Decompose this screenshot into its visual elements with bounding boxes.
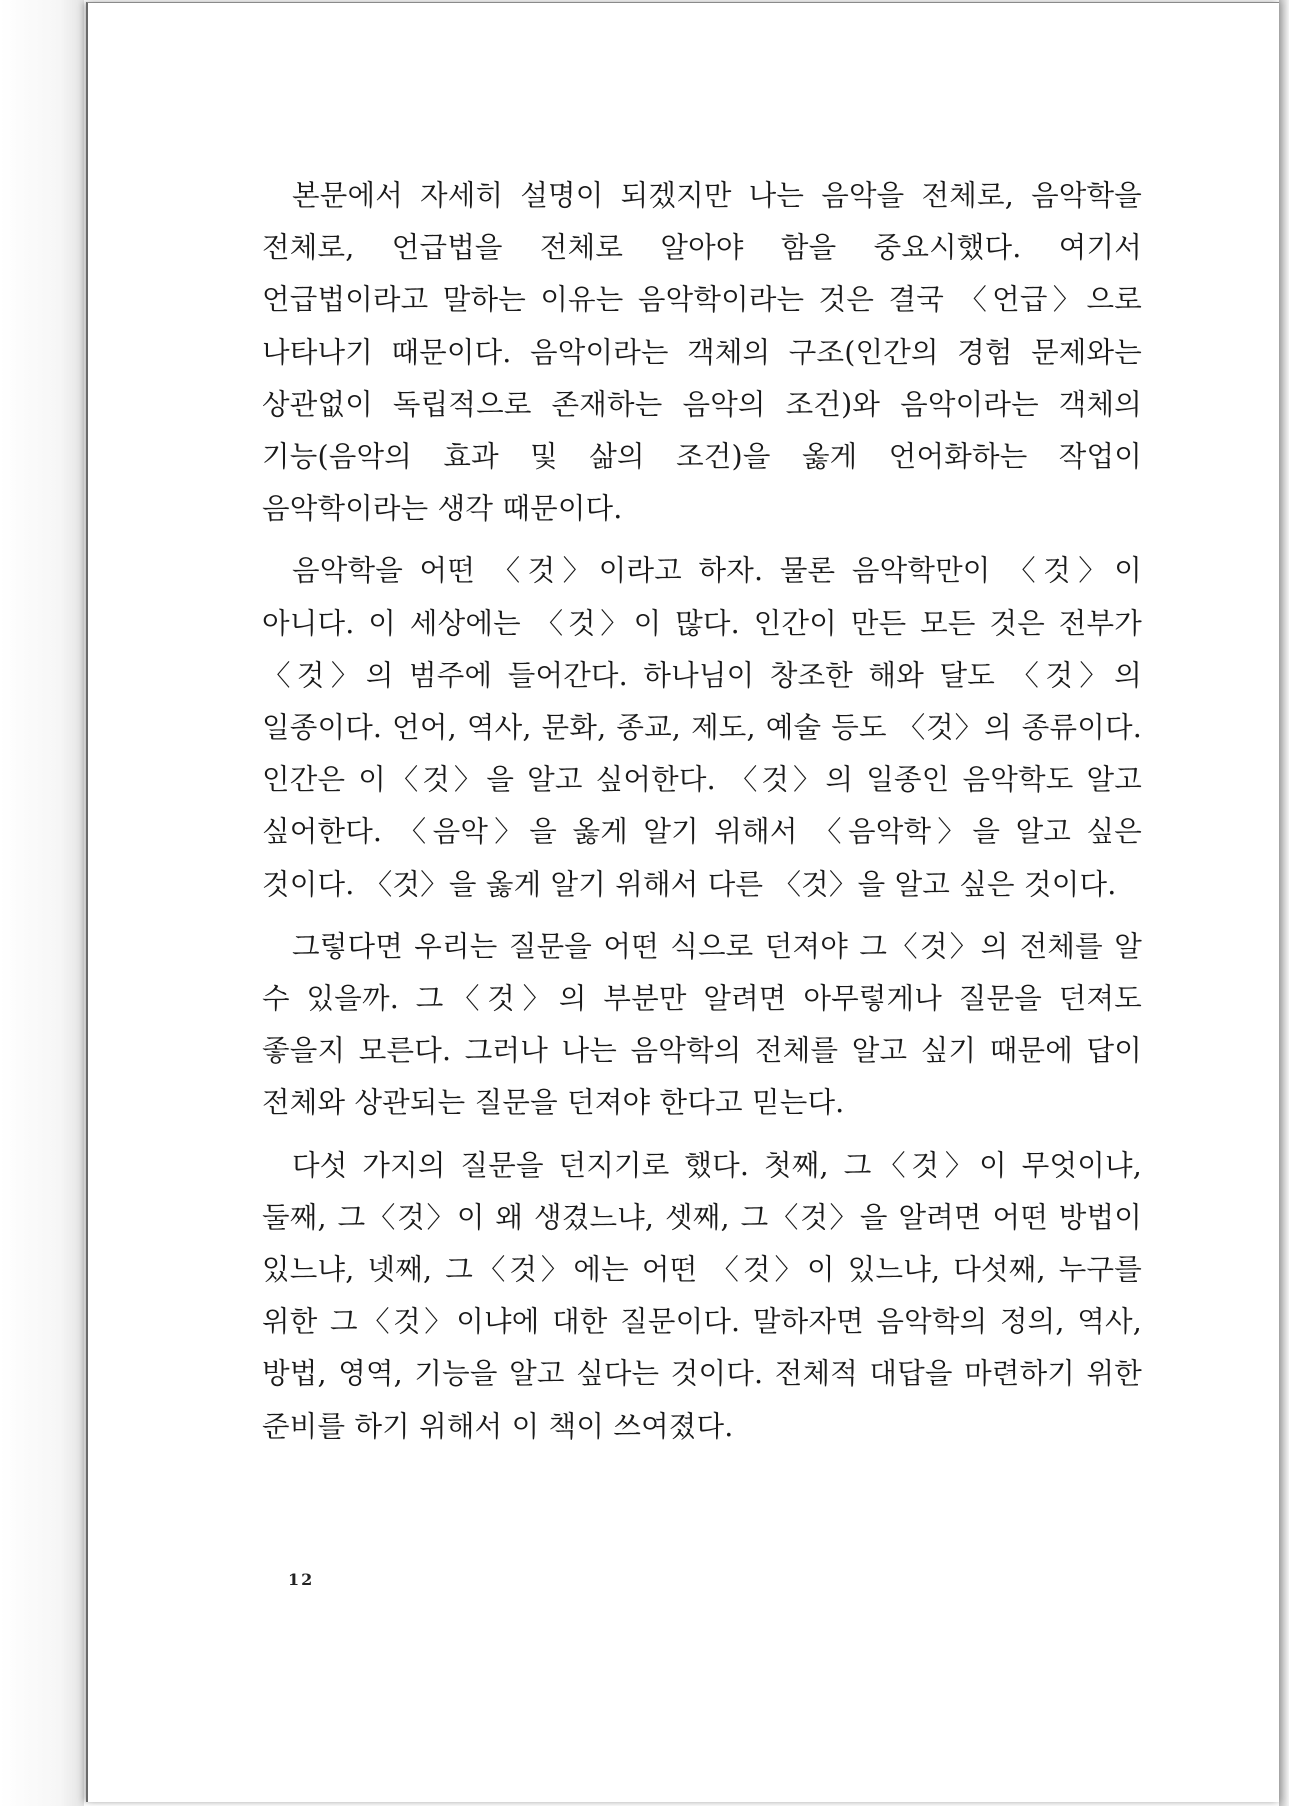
paragraph-2: 음악학을 어떤 〈것〉이라고 하자. 물론 음악학만이 〈것〉이 아니다. 이 세상에는 〈것〉이 많다. 인간이 만든 모든 것은 전부가 〈것〉의 범주에 들어간다. 하나님이 창조한 해와 달도 〈것〉의 일종이다. 언어, 역사, 문화, 종교, 제도, 예술 등도 〈것〉의 종류이다. 인간은 이〈것〉을 알고 싶어한다. 〈것〉의 일종인 음악학도 알고 싶어한다. 〈음악〉을 옳게 알기 위해서 〈음악학〉을 알고 싶은 것이다. 〈것〉을 옳게 알기 위해서 다른 〈것〉을 알고 싶은 것이다. xyxy=(262,554,1142,901)
paragraph-3: 그렇다면 우리는 질문을 어떤 식으로 던져야 그〈것〉의 전체를 알 수 있을까. 그〈것〉의 부분만 알려면 아무렇게나 질문을 던져도 좋을지 모른다. 그러나 나는 음악학의 전체를 알고 싶기 때문에 답이 전체와 상관되는 질문을 던져야 한다고 믿는다. xyxy=(262,929,1142,1120)
paragraph-4: 다섯 가지의 질문을 던지기로 했다. 첫째, 그〈것〉이 무엇이냐, 둘째, 그〈것〉이 왜 생겼느냐, 셋째, 그〈것〉을 알려면 어떤 방법이 있느냐, 넷째, 그〈것〉에는 어떤 〈것〉이 있느냐, 다섯째, 누구를 위한 그〈것〉이냐에 대한 질문이다. 말하자면 음악학의 정의, 역사, 방법, 영역, 기능을 알고 싶다는 것이다. 전체적 대답을 마련하기 위한 준비를 하기 위해서 이 책이 쓰여졌다. xyxy=(262,1148,1142,1443)
viewer-left-gutter xyxy=(0,0,84,1806)
paragraph-1: 본문에서 자세히 설명이 되겠지만 나는 음악을 전체로, 음악학을 전체로, 언급법을 전체로 알아야 함을 중요시했다. 여기서 언급법이라고 말하는 이유는 음악학이라는 것은 결국 〈언급〉으로 나타나기 때문이다. 음악이라는 객체의 구조(인간의 경험 문제와는 상관없이 독립적으로 존재하는 음악의 조건)와 음악이라는 객체의 기능(음악의 효과 및 삶의 조건)을 옳게 언어화하는 작업이 음악학이라는 생각 때문이다. xyxy=(262,179,1142,526)
page-number: 12 xyxy=(288,1570,315,1589)
viewer-right-edge xyxy=(1279,0,1289,1806)
page-body xyxy=(262,170,1142,1463)
